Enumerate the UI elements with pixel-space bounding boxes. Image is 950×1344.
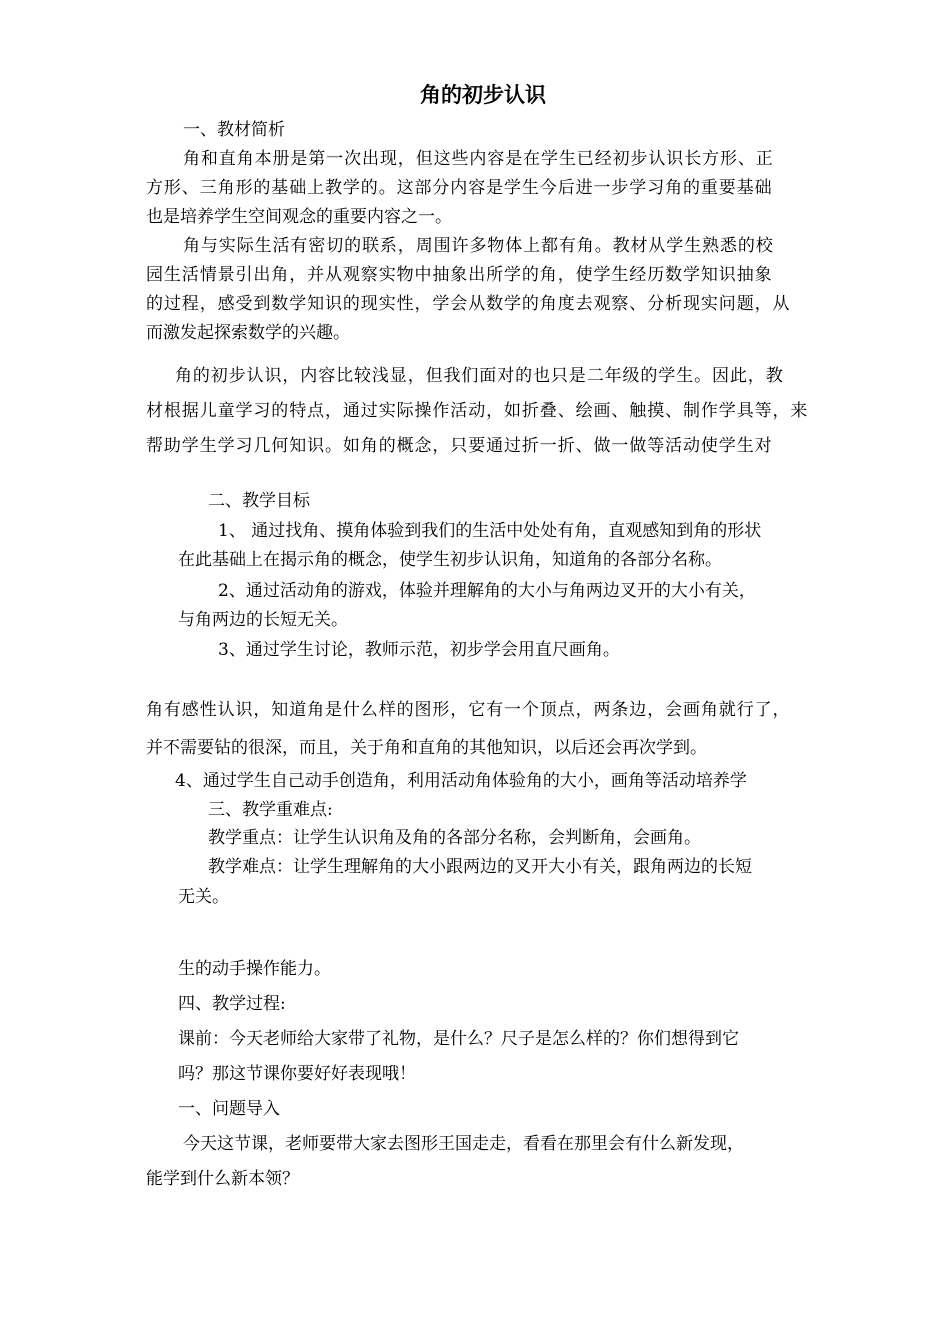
section-heading-key-points: 三、教学重难点: xyxy=(208,800,333,820)
paragraph-line: 方形、三角形的基础上教学的。这部分内容是学生今后进一步学习角的重要基础 xyxy=(146,178,773,198)
difficulty-line: 教学难点：让学生理解角的大小跟两边的叉开大小有关，跟角两边的长短 xyxy=(208,857,752,877)
paragraph-line: 课前：今天老师给大家带了礼物，是什么？尺子是怎么样的？你们想得到它 xyxy=(178,1029,739,1049)
difficulty-line: 无关。 xyxy=(178,887,229,907)
key-point-line: 教学重点：让学生认识角及角的各部分名称，会判断角，会画角。 xyxy=(208,828,701,848)
goal-line: 4、通过学生自己动手创造角，利用活动角体验角的大小，画角等活动培养学 xyxy=(175,771,747,791)
paragraph-line: 角的初步认识，内容比较浅显，但我们面对的也只是二年级的学生。因此，教 xyxy=(175,366,784,386)
paragraph-line: 吗？那这节课你要好好表现哦！ xyxy=(178,1064,416,1084)
paragraph-line: 的过程，感受到数学知识的现实性，学会从数学的角度去观察、分析现实问题，从 xyxy=(146,294,791,314)
section-heading-materials: 一、教材简析 xyxy=(183,120,285,140)
paragraph-line: 材根据儿童学习的特点，通过实际操作活动，如折叠、绘画、触摸、制作学具等，来 xyxy=(146,401,809,421)
paragraph-line: 生的动手操作能力。 xyxy=(178,959,331,979)
paragraph-line: 帮助学生学习几何知识。如角的概念，只要通过折一折、做一做等活动使学生对 xyxy=(146,436,773,456)
paragraph-line: 角和直角本册是第一次出现，但这些内容是在学生已经初步认识长方形、正 xyxy=(183,149,774,169)
paragraph-line: 并不需要钻的很深，而且，关于角和直角的其他知识，以后还会再次学到。 xyxy=(146,738,707,758)
paragraph-line: 角与实际生活有密切的联系，周围许多物体上都有角。教材从学生熟悉的校 xyxy=(183,236,774,256)
section-heading-process: 四、教学过程: xyxy=(178,994,286,1014)
paragraph-line: 园生活情景引出角，并从观察实物中抽象出所学的角，使学生经历数学知识抽象 xyxy=(146,265,773,285)
goal-line: 在此基础上在揭示角的概念，使学生初步认识角，知道角的各部分名称。 xyxy=(178,550,722,570)
paragraph-line: 而激发起探索数学的兴趣。 xyxy=(146,323,350,343)
goal-line: 3、通过学生讨论，教师示范，初步学会用直尺画角。 xyxy=(218,640,620,660)
document-title: 角的初步认识 xyxy=(420,83,546,107)
goal-line: 与角两边的长短无关。 xyxy=(178,610,348,630)
paragraph-line: 也是培养学生空间观念的重要内容之一。 xyxy=(146,207,452,227)
paragraph-line: 能学到什么新本领？ xyxy=(146,1169,299,1189)
sub-heading-intro: 一、问题导入 xyxy=(178,1099,280,1119)
goal-line: 1、 通过找角、摸角体验到我们的生活中处处有角，直观感知到角的形状 xyxy=(218,521,762,541)
section-heading-goals: 二、教学目标 xyxy=(208,491,310,511)
paragraph-line: 角有感性认识，知道角是什么样的图形，它有一个顶点，两条边，会画角就行了， xyxy=(146,700,791,720)
paragraph-line: 今天这节课，老师要带大家去图形王国走走，看看在那里会有什么新发现， xyxy=(183,1134,744,1154)
goal-line: 2、通过活动角的游戏，体验并理解角的大小与角两边叉开的大小有关， xyxy=(218,581,756,601)
